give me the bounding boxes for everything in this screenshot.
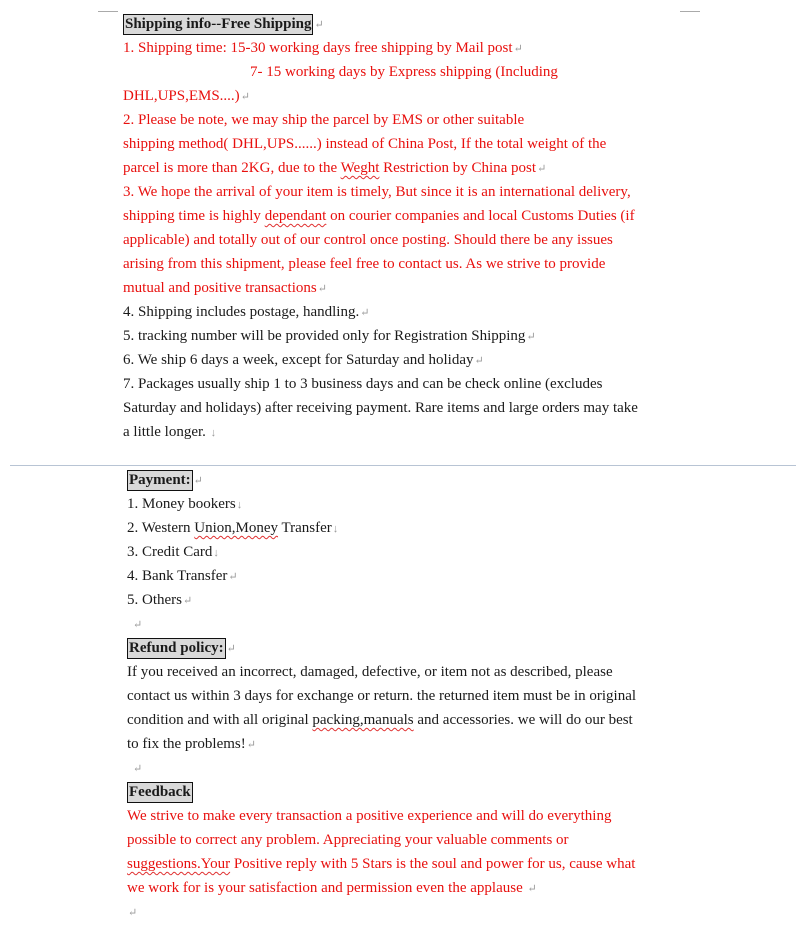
document-line	[123, 180, 638, 204]
feedback-heading: Feedback	[127, 782, 193, 803]
text-line: possible to correct any problem. Appreciating your valuable comments or	[127, 832, 569, 848]
payment-heading: Payment:	[127, 470, 193, 491]
document-line	[123, 132, 638, 156]
text-line: mutual and positive transactions	[123, 280, 317, 296]
text-line: If you received an incorrect, damaged, defective, or item not as described, please	[127, 664, 613, 680]
paragraph-mark-icon: ↵	[128, 907, 138, 919]
text-line: to fix the problems!	[127, 736, 246, 752]
page-break-divider	[10, 465, 796, 466]
paragraph-mark-icon: ↵	[226, 643, 236, 655]
document-line	[123, 228, 638, 252]
text-line: shipping method( DHL,UPS......) instead of China Post, If the total weight of the	[123, 136, 607, 152]
paragraph-mark-icon: ↵	[526, 331, 536, 343]
document-line	[123, 12, 638, 36]
paragraph-mark-icon: ↵	[183, 595, 193, 607]
document-line	[127, 852, 636, 876]
paragraph-mark-icon: ↵	[193, 475, 203, 487]
text-line: Positive reply with 5 Stars is the soul and power for us, cause what	[230, 856, 636, 872]
text-line: 1. Shipping time: 15-30 working days free shipping by Mail post	[123, 40, 513, 56]
document-line	[123, 372, 638, 396]
list-item: 2. Western	[127, 520, 195, 536]
list-item: Transfer	[278, 520, 332, 536]
list-item: 3. Credit Card	[127, 544, 213, 560]
text-line: 7. Packages usually ship 1 to 3 business days and can be check online (excludes	[123, 376, 603, 392]
paragraph-mark-icon: ↵	[240, 91, 250, 103]
text-line: 3. We hope the arrival of your item is timely, But since it is an international delivery,	[123, 184, 631, 200]
spellcheck-word: suggestions.Your	[127, 856, 231, 872]
paragraph-mark-icon: ↵	[474, 355, 484, 367]
document-line	[127, 516, 636, 540]
document-line	[123, 36, 638, 300]
document-line	[127, 732, 636, 756]
text-line: condition and with all original	[127, 712, 313, 728]
text-line: 2. Please be note, we may ship the parcel by EMS or other suitable	[123, 112, 525, 128]
text-line: arising from this shipment, please feel free to contact us. As we strive to provide	[123, 256, 606, 272]
text-line: 7- 15 working days by Express shipping (Including	[250, 64, 558, 80]
paragraph-mark-icon: ↵	[537, 163, 547, 175]
shipping-section	[123, 12, 638, 444]
text-line: and accessories. we will do our best	[413, 712, 633, 728]
text-line: Saturday and holidays) after receiving payment. Rare items and large orders may take	[123, 400, 638, 416]
shipping-heading: Shipping info--Free Shipping	[123, 14, 313, 35]
document-line	[127, 468, 636, 492]
paragraph-mark-icon: ↵	[527, 883, 537, 895]
document-line	[123, 348, 638, 372]
text-line: we work for is your satisfaction and permission even the applause	[127, 880, 527, 896]
paragraph-mark-icon: ↵	[246, 739, 256, 751]
document-line	[127, 564, 636, 588]
text-line: Restriction by China post	[379, 160, 537, 176]
document-line	[123, 60, 638, 84]
paragraph-mark-icon: ↵	[133, 763, 143, 775]
paragraph-mark-icon: ↵	[314, 19, 324, 31]
document-line	[123, 204, 638, 228]
document-line	[127, 780, 636, 804]
document-line	[127, 876, 636, 900]
text-line: DHL,UPS,EMS....)	[123, 88, 240, 104]
document-line	[127, 756, 636, 780]
text-line: We strive to make every transaction a positive experience and will do everything	[127, 808, 612, 824]
text-line: parcel is more than 2KG, due to the	[123, 160, 341, 176]
paragraph-mark-icon: ↵	[228, 571, 238, 583]
paragraph-mark-icon: ↵	[317, 283, 327, 295]
line-break-mark-icon: ↓	[236, 499, 243, 511]
document-line	[123, 108, 638, 132]
document-line	[123, 36, 638, 60]
document-line	[127, 492, 636, 516]
paragraph-mark-icon: ↵	[360, 307, 370, 319]
document-line	[127, 900, 636, 924]
list-item: 5. Others	[127, 592, 182, 608]
document-line	[127, 684, 636, 708]
document-line	[127, 804, 636, 828]
line-break-mark-icon: ↓	[210, 427, 217, 439]
document-line	[123, 84, 638, 108]
spellcheck-word: Weght	[340, 160, 380, 176]
document-line	[127, 540, 636, 564]
margin-corner-mark	[680, 11, 700, 12]
line-break-mark-icon: ↓	[213, 547, 219, 559]
document-line	[123, 396, 638, 420]
text-line: on courier companies and local Customs Duties (if	[326, 208, 635, 224]
text-line: 6. We ship 6 days a week, except for Saturday and holiday	[123, 352, 474, 368]
text-line: 4. Shipping includes postage, handling.	[123, 304, 360, 320]
document-line	[127, 828, 636, 852]
line-break-mark-icon: ↓	[332, 523, 339, 535]
paragraph-mark-icon: ↵	[133, 619, 143, 631]
document-line	[123, 156, 638, 180]
text-line: applicable) and totally out of our control once posting. Should there be any issues	[123, 232, 613, 248]
spellcheck-word: packing,manuals	[312, 712, 414, 728]
list-item: 1. Money bookers	[127, 496, 236, 512]
document-line	[127, 804, 636, 900]
document-line	[123, 276, 638, 300]
text-line: shipping time is highly	[123, 208, 265, 224]
document-line	[127, 588, 636, 612]
list-item: 4. Bank Transfer	[127, 568, 228, 584]
spellcheck-word: Union,Money	[194, 520, 279, 536]
document-line	[123, 300, 638, 324]
document-line	[123, 420, 638, 444]
spellcheck-word: dependant	[264, 208, 327, 224]
margin-corner-mark	[98, 11, 118, 12]
document-line	[123, 324, 638, 348]
refund-heading: Refund policy:	[127, 638, 226, 659]
document-line	[123, 252, 638, 276]
document-line	[127, 708, 636, 732]
document-line	[127, 636, 636, 660]
paragraph-mark-icon: ↵	[513, 43, 523, 55]
document-line	[127, 612, 636, 636]
text-line: 5. tracking number will be provided only for Registration Shipping	[123, 328, 526, 344]
text-line: contact us within 3 days for exchange or return. the returned item must be in original	[127, 688, 637, 704]
payment-refund-feedback-section	[127, 468, 636, 924]
text-line: a little longer.	[123, 424, 210, 440]
document-line	[127, 660, 636, 684]
